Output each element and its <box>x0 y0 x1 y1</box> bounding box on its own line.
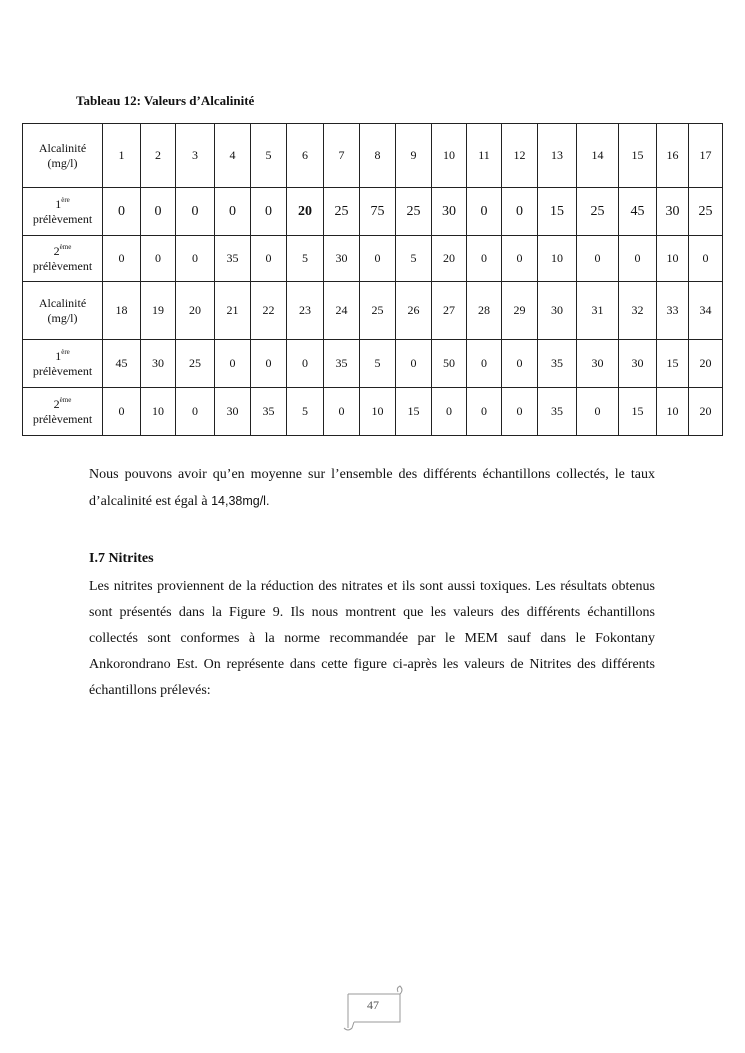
value-cell: 15 <box>657 340 689 388</box>
value-cell: 30 <box>432 188 467 236</box>
row-label-cell <box>23 188 103 236</box>
header-row <box>23 282 723 340</box>
column-number-cell: 11 <box>467 124 502 188</box>
value-cell: 10 <box>538 236 577 282</box>
column-number-cell: 12 <box>502 124 538 188</box>
column-number-cell: 18 <box>103 282 141 340</box>
row-label-suffix: ère <box>61 347 70 356</box>
column-number-cell: 29 <box>502 282 538 340</box>
row-label-ordinal: 2 <box>53 243 60 258</box>
value-cell: 35 <box>324 340 360 388</box>
sampling-row <box>23 236 723 282</box>
value-cell: 45 <box>619 188 657 236</box>
value-cell: 0 <box>502 188 538 236</box>
value-cell: 30 <box>657 188 689 236</box>
value-cell: 15 <box>396 388 432 436</box>
value-cell: 35 <box>538 340 577 388</box>
value-cell: 0 <box>467 340 502 388</box>
summary-text: Nous pouvons avoir qu’en moyenne sur l’ensemble des différents échantillons collectés, le taux d’alcalinité est égal à <box>89 467 655 509</box>
column-number-cell: 30 <box>538 282 577 340</box>
value-cell: 0 <box>251 188 287 236</box>
column-number-cell: 27 <box>432 282 467 340</box>
nitrites-paragraph: Les nitrites proviennent de la réduction des nitrates et ils sont aussi toxiques. Les résultats obtenus sont présentés dans la Figure 9. Ils nous montrent que les valeurs des différents échantillons collectés sont conformes à la norme recommandée par le MEM sauf dans le Fokontany Ankorondrano Est. On représente dans cette figure ci-après les valeurs de Nitrites des différents échantillons prélevés: <box>89 579 655 698</box>
value-cell: 20 <box>432 236 467 282</box>
value-cell: 0 <box>251 340 287 388</box>
column-number-cell: 33 <box>657 282 689 340</box>
value-cell: 25 <box>577 188 619 236</box>
value-cell: 25 <box>324 188 360 236</box>
alkalinity-table <box>22 123 723 436</box>
sampling-row <box>23 388 723 436</box>
column-number-cell: 25 <box>360 282 396 340</box>
value-cell: 30 <box>577 340 619 388</box>
row-label-ordinal: 1 <box>55 196 62 211</box>
value-cell: 10 <box>657 236 689 282</box>
value-cell: 0 <box>396 340 432 388</box>
row-label-ordinal: 2 <box>53 396 60 411</box>
header-label-cell: Alcalinité (mg/l) <box>23 282 103 340</box>
column-number-cell: 6 <box>287 124 324 188</box>
column-number-cell: 22 <box>251 282 287 340</box>
value-cell: 0 <box>176 236 215 282</box>
column-number-cell: 10 <box>432 124 467 188</box>
value-cell: 0 <box>467 188 502 236</box>
column-number-cell: 7 <box>324 124 360 188</box>
value-cell: 0 <box>215 340 251 388</box>
table-caption: Tableau 12: Valeurs d’Alcalinité <box>76 93 255 108</box>
row-label-suffix: ère <box>61 195 70 204</box>
value-cell: 0 <box>689 236 723 282</box>
header-row <box>23 124 723 188</box>
column-number-cell: 21 <box>215 282 251 340</box>
value-cell: 25 <box>396 188 432 236</box>
column-number-cell: 31 <box>577 282 619 340</box>
column-number-cell: 15 <box>619 124 657 188</box>
value-cell: 0 <box>141 188 176 236</box>
row-label-text: prélèvement <box>32 258 93 273</box>
column-number-cell: 28 <box>467 282 502 340</box>
column-number-cell: 8 <box>360 124 396 188</box>
column-number-cell: 3 <box>176 124 215 188</box>
summary-end: . <box>265 494 270 508</box>
column-number-cell: 2 <box>141 124 176 188</box>
value-cell: 0 <box>502 388 538 436</box>
section-heading: I.7 Nitrites <box>89 551 154 566</box>
value-cell: 0 <box>176 388 215 436</box>
value-cell: 20 <box>689 340 723 388</box>
sampling-row <box>23 340 723 388</box>
column-number-cell: 20 <box>176 282 215 340</box>
value-cell: 5 <box>287 236 324 282</box>
value-cell: 45 <box>103 340 141 388</box>
value-cell: 0 <box>619 236 657 282</box>
sampling-row <box>23 188 723 236</box>
value-cell: 30 <box>141 340 176 388</box>
row-label-cell <box>23 388 103 436</box>
value-cell: 0 <box>251 236 287 282</box>
value-cell: 0 <box>176 188 215 236</box>
column-number-cell: 32 <box>619 282 657 340</box>
value-cell: 20 <box>287 188 324 236</box>
value-cell: 25 <box>689 188 723 236</box>
value-cell: 0 <box>103 236 141 282</box>
value-cell: 0 <box>577 236 619 282</box>
average-alkalinity-value: 14,38mg/l <box>211 494 266 508</box>
value-cell: 35 <box>538 388 577 436</box>
column-number-cell: 23 <box>287 282 324 340</box>
value-cell: 15 <box>619 388 657 436</box>
value-cell: 0 <box>432 388 467 436</box>
value-cell: 35 <box>251 388 287 436</box>
header-label-cell: Alcalinité (mg/l) <box>23 124 103 188</box>
value-cell: 10 <box>141 388 176 436</box>
value-cell: 0 <box>577 388 619 436</box>
page-number: 47 <box>367 998 379 1012</box>
value-cell: 0 <box>467 236 502 282</box>
column-number-cell: 17 <box>689 124 723 188</box>
column-number-cell: 13 <box>538 124 577 188</box>
row-label-cell <box>23 236 103 282</box>
value-cell: 30 <box>215 388 251 436</box>
value-cell: 0 <box>502 340 538 388</box>
page-number-scroll <box>340 984 406 1034</box>
column-number-cell: 16 <box>657 124 689 188</box>
value-cell: 0 <box>467 388 502 436</box>
column-number-cell: 19 <box>141 282 176 340</box>
value-cell: 0 <box>324 388 360 436</box>
value-cell: 10 <box>657 388 689 436</box>
alkalinity-summary-paragraph <box>89 462 655 515</box>
row-label-suffix: ème <box>59 242 72 251</box>
value-cell: 25 <box>176 340 215 388</box>
column-number-cell: 1 <box>103 124 141 188</box>
value-cell: 30 <box>619 340 657 388</box>
value-cell: 0 <box>287 340 324 388</box>
value-cell: 0 <box>360 236 396 282</box>
column-number-cell: 9 <box>396 124 432 188</box>
value-cell: 5 <box>287 388 324 436</box>
value-cell: 30 <box>324 236 360 282</box>
value-cell: 0 <box>215 188 251 236</box>
value-cell: 15 <box>538 188 577 236</box>
value-cell: 5 <box>396 236 432 282</box>
row-label-text: prélèvement <box>32 411 93 426</box>
column-number-cell: 4 <box>215 124 251 188</box>
value-cell: 10 <box>360 388 396 436</box>
value-cell: 75 <box>360 188 396 236</box>
row-label-cell <box>23 340 103 388</box>
column-number-cell: 5 <box>251 124 287 188</box>
value-cell: 20 <box>689 388 723 436</box>
value-cell: 0 <box>502 236 538 282</box>
row-label-suffix: ème <box>59 395 72 404</box>
value-cell: 0 <box>103 388 141 436</box>
row-label-text: prélèvement <box>32 363 93 378</box>
value-cell: 5 <box>360 340 396 388</box>
value-cell: 35 <box>215 236 251 282</box>
column-number-cell: 24 <box>324 282 360 340</box>
column-number-cell: 26 <box>396 282 432 340</box>
value-cell: 0 <box>103 188 141 236</box>
value-cell: 50 <box>432 340 467 388</box>
row-label-ordinal: 1 <box>55 348 62 363</box>
column-number-cell: 34 <box>689 282 723 340</box>
row-label-text: prélèvement <box>32 211 93 226</box>
value-cell: 0 <box>141 236 176 282</box>
column-number-cell: 14 <box>577 124 619 188</box>
